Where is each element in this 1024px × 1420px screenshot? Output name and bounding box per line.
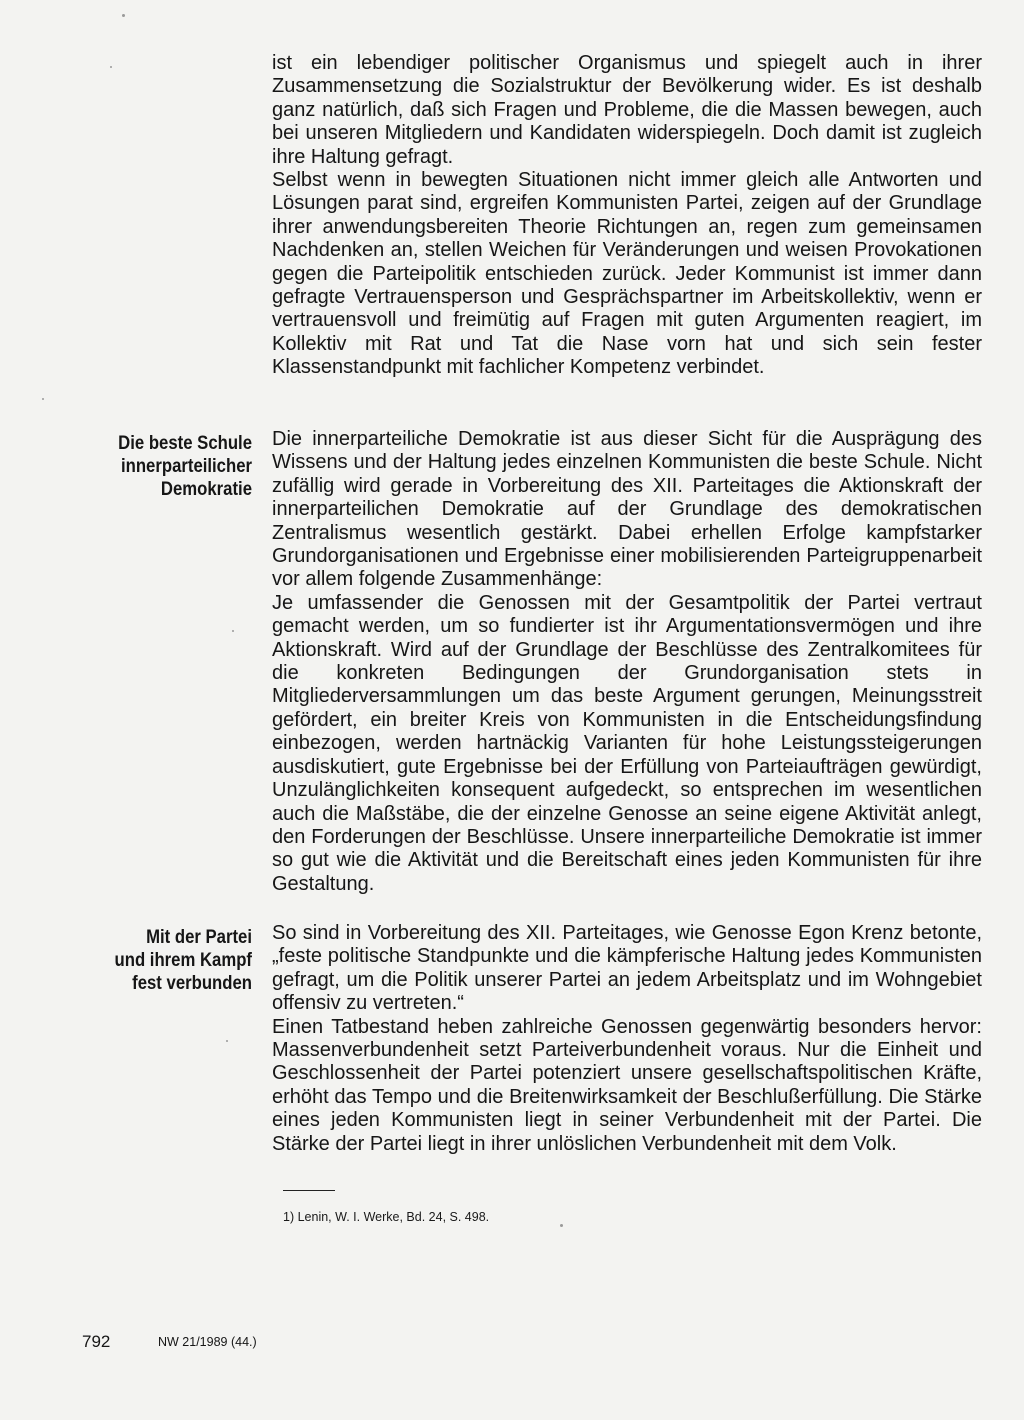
paragraph: So sind in Vorbereitung des XII. Parteitages, wie Genosse Egon Krenz betonte, „feste politische Standpunkte und die kämpferische Haltung jedes Kommunisten gefragt, um die Politik unserer Partei an jedem Arbeitsplatz und im Wohngebiet offensiv zu vertreten.“ bbox=[272, 922, 982, 1015]
footnote-rule bbox=[283, 1190, 335, 1191]
body-section-1 bbox=[272, 52, 982, 380]
side-heading-party-bond bbox=[65, 926, 252, 995]
side-heading-line: und ihrem Kampf bbox=[114, 950, 252, 971]
paragraph: Je umfassender die Genossen mit der Gesamtpolitik der Partei vertraut gemacht werden, um so fundierter ist ihr Argumentationsvermögen und ihre Aktionskraft. Wird auf der Grundlage der Beschlüsse des Zentralkomitees für die konkreten Bedingungen der Grundorganisation stets in Mitgliederversammlungen um das beste Argument gerungen, Meinungsstreit gefördert, ein breiter Kreis von Kommunisten in die Entscheidungsfindung einbezogen, werden hartnäckig Varianten für hohe Leistungssteigerungen ausdiskutiert, gute Ergebnisse bei der Erfüllung von Parteiaufträgen gewürdigt, Unzulänglichkeiten konsequent aufgedeckt, so entsprechen im wesentlichen auch die Maßstäbe, die der einzelne Genosse an seine eigene Aktivität anlegt, den Forderungen der Beschlüsse. Unsere innerparteiliche Demokratie ist immer so gut wie die Aktivität und die Bereitschaft eines jeden Kommunisten für ihre Gestaltung. bbox=[272, 591, 982, 895]
side-heading-line: fest verbunden bbox=[132, 973, 252, 994]
scan-speck bbox=[42, 398, 44, 400]
side-heading-line: Die beste Schule bbox=[118, 433, 252, 454]
scan-speck bbox=[232, 630, 234, 632]
paragraph: Einen Tatbestand heben zahlreiche Genossen gegenwärtig besonders hervor: Massenverbundenheit setzt Parteiverbundenheit voraus. Nur die Einheit und Geschlossenheit der Partei potenziert unsere gesellschaftspolitischen Kräfte, erhöht das Tempo und die Breitenwirksamkeit der Beschlußerfüllung. Die Stärke eines jeden Kommunisten liegt in seiner Verbundenheit mit der Partei. Die Stärke der Partei liegt in ihrer unlöslichen Verbundenheit mit dem Volk. bbox=[272, 1015, 982, 1155]
scan-speck bbox=[560, 1224, 563, 1227]
body-section-3 bbox=[272, 922, 982, 1156]
page-number: 792 bbox=[82, 1332, 111, 1351]
scan-speck bbox=[226, 1040, 228, 1042]
side-heading-democracy bbox=[65, 432, 252, 501]
scan-speck bbox=[110, 66, 112, 68]
body-section-2 bbox=[272, 428, 982, 896]
paragraph: ist ein lebendiger politischer Organismus und spiegelt auch in ihrer Zusammensetzung die Sozialstruktur der Bevölkerung wider. Es ist deshalb ganz natürlich, daß sich Fragen und Probleme, die die Massen bewegen, auch bei unseren Mitgliedern und Kandidaten widerspiegeln. Doch damit ist zugleich ihre Haltung gefragt. bbox=[272, 52, 982, 168]
side-heading-line: innerparteilicher bbox=[120, 456, 252, 477]
paragraph: Die innerparteiliche Demokratie ist aus dieser Sicht für die Ausprägung des Wissens und der Haltung jedes einzelnen Kommunisten die beste Schule. Nicht zufällig wird gerade in Vorbereitung des XII. Parteitages die Aktionskraft der innerparteilichen Demokratie auf der Grundlage des demokratischen Zentralismus wesentlich gestärkt. Dabei erhellen Erfolge kampfstarker Grundorganisationen und Ergebnisse einer mobilisierenden Parteigruppenarbeit vor allem folgende Zusammenhänge: bbox=[272, 428, 982, 591]
side-heading-line: Demokratie bbox=[160, 479, 252, 500]
side-heading-line: Mit der Partei bbox=[146, 927, 252, 948]
footnote: 1) Lenin, W. I. Werke, Bd. 24, S. 498. bbox=[283, 1210, 490, 1224]
journal-reference: NW 21/1989 (44.) bbox=[158, 1335, 257, 1349]
paragraph: Selbst wenn in bewegten Situationen nicht immer gleich alle Antworten und Lösungen parat sind, ergreifen Kommunisten Partei, zeigen auf der Grundlage ihrer anwendungsbereiten Theorie Richtungen an, regen zum gemeinsamen Nachdenken an, stellen Weichen für Veränderungen und weisen Provokationen gegen die Parteipolitik entschieden zurück. Jeder Kommunist ist immer dann gefragte Vertrauensperson und Gesprächspartner im Arbeitskollektiv, wenn er vertrauensvoll und freimütig auf Fragen mit guten Argumenten reagiert, im Kollektiv mit Rat und Tat die Nase vorn hat und sich sein fester Klassenstandpunkt mit fachlicher Kompetenz verbindet. bbox=[272, 169, 982, 379]
scan-speck bbox=[122, 14, 125, 17]
